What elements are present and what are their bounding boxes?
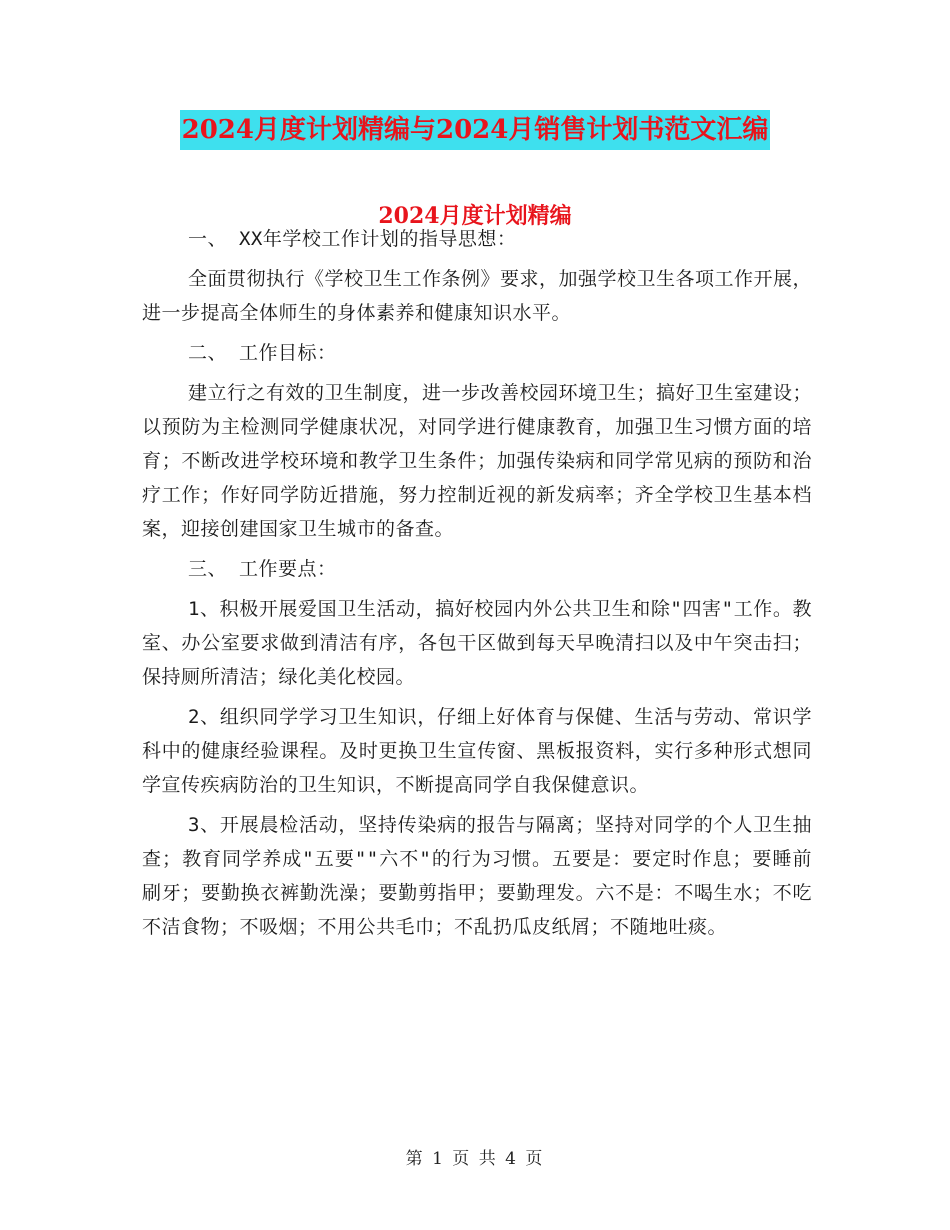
paragraph-point-1: 1、积极开展爱国卫生活动，搞好校园内外公共卫生和除"四害"工作。教室、办公室要求做到清洁有序，各包干区做到每天早晚清扫以及中午突击扫；保持厕所清洁；绿化美化校园。 xyxy=(142,598,812,688)
section-title: 2024月度计划精编 xyxy=(378,203,572,229)
paragraph-point-3: 3、开展晨检活动，坚持传染病的报告与隔离；坚持对同学的个人卫生抽查；教育同学养成"五要""六不"的行为习惯。五要是：要定时作息；要睡前刷牙；要勤换衣裤勤洗澡；要勤剪指甲；要勤理发。六不是：不喝生水；不吃不洁食物；不吸烟；不用公共毛巾；不乱扔瓜皮纸屑；不随地吐痰。 xyxy=(142,814,812,938)
paragraph-work-goals: 建立行之有效的卫生制度，进一步改善校园环境卫生；搞好卫生室建设；以预防为主检测同学健康状况，对同学进行健康教育，加强卫生习惯方面的培育；不断改进学校环境和教学卫生条件；加强传染病和同学常见病的预防和治疗工作；作好同学防近措施，努力控制近视的新发病率；齐全学校卫生基本档案，迎接创建国家卫生城市的备查。 xyxy=(142,382,813,540)
document-body xyxy=(142,220,812,944)
document-title-text: 2024月度计划精编与2024月销售计划书范文汇编 xyxy=(180,110,771,150)
heading-work-points: 三、 工作要点： xyxy=(188,558,337,580)
paragraph-guiding-thought: 全面贯彻执行《学校卫生工作条例》要求，加强学校卫生各项工作开展，进一步提高全体师生的身体素养和健康知识水平。 xyxy=(142,268,813,324)
document-title xyxy=(0,110,950,150)
heading-work-goals: 二、 工作目标： xyxy=(188,342,337,364)
heading-guiding-thought: 一、 XX年学校工作计划的指导思想： xyxy=(188,228,517,250)
page-footer: 第 1 页 共 4 页 xyxy=(405,1149,545,1169)
paragraph-point-2: 2、组织同学学习卫生知识，仔细上好体育与保健、生活与劳动、常识学科中的健康经验课程。及时更换卫生宣传窗、黑板报资料，实行多种形式想同学宣传疾病防治的卫生知识，不断提高同学自我保健意识。 xyxy=(142,706,812,796)
